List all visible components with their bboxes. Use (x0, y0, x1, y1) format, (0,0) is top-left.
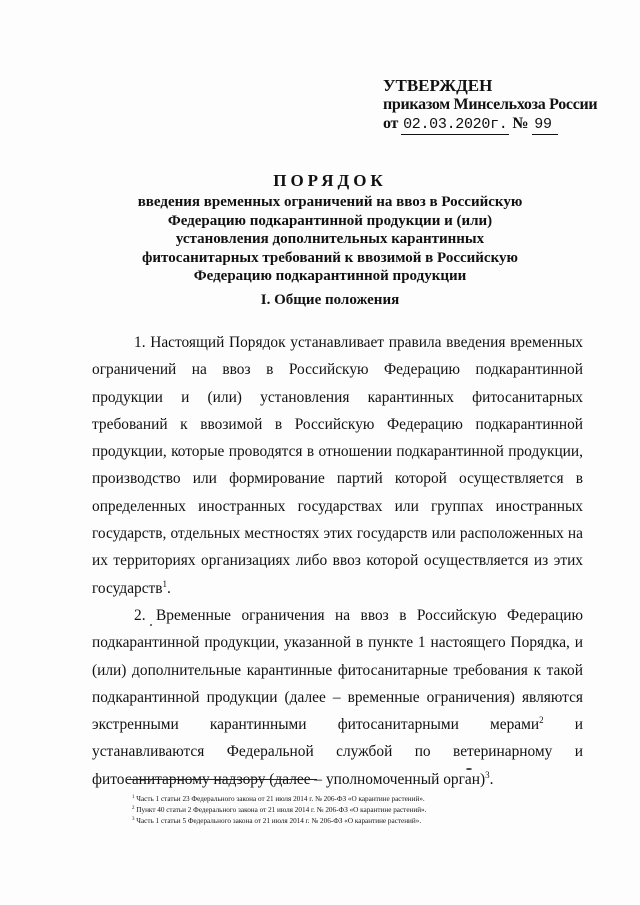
paragraph-1-text: 1. Настоящий Порядок устанавливает правила введения временных ограничений на ввоз в Российскую Федерацию подкарантинной продукции и (или) установления карантинных фитосанитарных требований к ввозимой в Российскую Федерацию подкарантинной продукции, которые проводятся в отношении подкарантинной продукции, производство или формирование партий которой осуществляется в определенных иностранных государствах или группах иностранных государств, отдельных местностях этих государств или расположенных на их территориях организациях либо ввоз которой осуществляется из этих государств (92, 334, 583, 597)
paragraph-2 (92, 602, 583, 793)
document-title: ПОРЯДОК (273, 171, 387, 190)
order-date: 02.03.2020г. (403, 116, 508, 133)
scan-speck (466, 768, 472, 770)
scan-speck (150, 624, 152, 626)
section-heading: I. Общие положения (260, 292, 400, 308)
footnote-1 (132, 794, 562, 805)
order-reference (383, 114, 613, 135)
document-body (92, 329, 583, 793)
order-number: 99 (532, 115, 557, 135)
footnote-text: Часть 1 статьи 5 Федерального закона от 21 июля 2014 г. № 206-ФЗ «О карантине растений». (136, 817, 422, 825)
paragraph-2-end: . (489, 770, 494, 788)
approval-stamp (383, 76, 613, 135)
footnote-3 (132, 816, 562, 827)
approved-label: УТВЕРЖДЕН (383, 76, 493, 95)
footnote-ref-3: 3 (485, 769, 490, 780)
from-prefix: от (383, 115, 399, 132)
paragraph-1-end: . (167, 579, 171, 597)
footnote-ref-1: 1 (162, 578, 168, 589)
footnote-ref-2: 2 (539, 715, 544, 726)
footnote-text: Часть 1 статьи 23 Федерального закона от 21 июля 2014 г. № 206-ФЗ «О карантине растений». (136, 795, 425, 803)
paragraph-1 (92, 329, 583, 602)
footnote-mark: 3 (132, 817, 135, 822)
paragraph-2-text-b: и устанавливаются Федеральной службой по ветеринарному и фитосанитарному надзору (далее – уполномоченный орган) (92, 716, 583, 788)
footnotes (132, 794, 562, 827)
document-subtitle: введения временных ограничений на ввоз в Российскую Федерацию подкарантинной продукции и (или) установления дополнительных карантинных фитосанитарных требований к ввозимой в Российскую Федерацию подкарантинной продукции (137, 194, 523, 284)
footnote-mark: 2 (132, 806, 135, 811)
footnote-text: Пункт 40 статьи 2 Федерального закона от 21 июля 2014 г. № 206-ФЗ «О карантине растений». (136, 806, 427, 814)
paragraph-2-text-a: 2. Временные ограничения на ввоз в Российскую Федерацию подкарантинной продукции, указанной в пункте 1 настоящего Порядка, и (или) дополнительные карантинные фитосанитарные требования к такой подкарантинной продукции (далее – временные ограничения) являются экстренными карантинными фитосанитарными мерами (92, 606, 583, 734)
footnote-mark: 1 (132, 795, 135, 800)
order-line: приказом Минсельхоза России (383, 96, 598, 113)
footnote-separator (127, 779, 317, 780)
document-title-block (120, 170, 540, 286)
footnote-2 (132, 805, 562, 816)
number-sign: № (512, 115, 529, 132)
